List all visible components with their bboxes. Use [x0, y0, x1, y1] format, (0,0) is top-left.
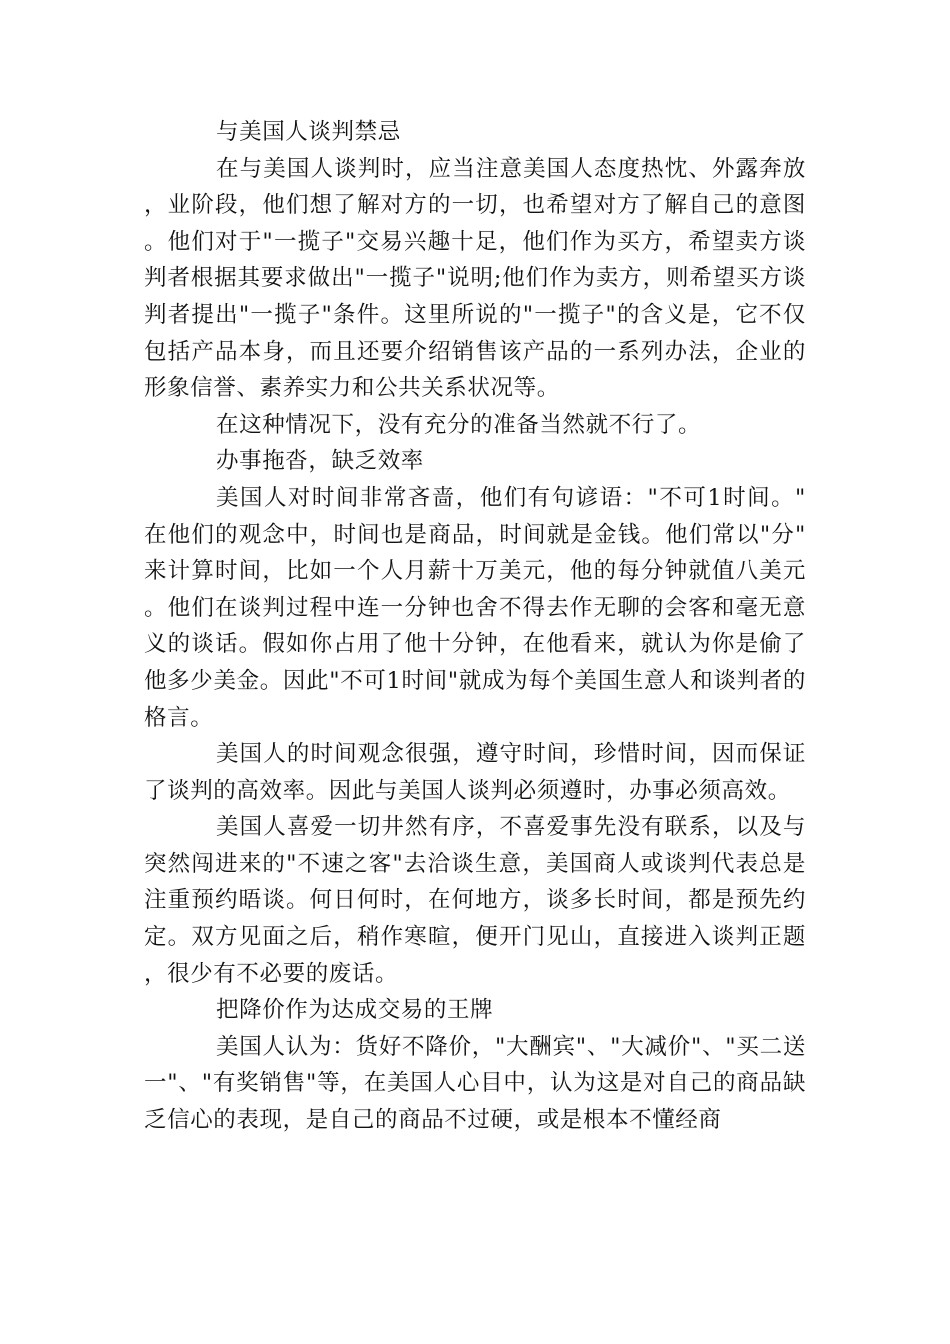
document-body — [144, 114, 806, 1139]
paragraph: 在这种情况下，没有充分的准备当然就不行了。 — [216, 411, 702, 438]
paragraph: 美国人对时间非常吝啬，他们有句谚语："不可1时间。"在他们的观念中，时间也是商品，时间就是金钱。他们常以"分"来计算时间，比如一个人月薪十万美元，他的每分钟就值八美元。他们在谈判过程中连一分钟也舍不得去作无聊的会客和毫无意义的谈话。假如你占用了他十分钟，在他看来，就认为你是偷了他多少美金。因此"不可1时间"就成为每个美国生意人和谈判者的格言。 — [144, 484, 806, 731]
paragraph: 在与美国人谈判时，应当注意美国人态度热忱、外露奔放，业阶段，他们想了解对方的一切，也希望对方了解自己的意图。他们对于"一揽子"交易兴趣十足，他们作为买方，希望卖方谈判者根据其要求做出"一揽子"说明;他们作为卖方，则希望买方谈判者提出"一揽子"条件。这里所说的"一揽子"的含义是，它不仅包括产品本身，而且还要介绍销售该产品的一系列办法，企业的形象信誉、素养实力和公共关系状况等。 — [144, 155, 806, 402]
paragraph: 美国人喜爱一切井然有序，不喜爱事先没有联系，以及与突然闯进来的"不速之客"去洽谈生意，美国商人或谈判代表总是注重预约晤谈。何日何时，在何地方，谈多长时间，都是预先约定。双方见面之后，稍作寒暄，便开门见山，直接进入谈判正题，很少有不必要的废话。 — [144, 814, 806, 987]
paragraph: 美国人的时间观念很强，遵守时间，珍惜时间，因而保证了谈判的高效率。因此与美国人谈判必须遵时，办事必须高效。 — [144, 741, 806, 804]
section-heading: 与美国人谈判禁忌 — [216, 119, 401, 145]
section-heading: 办事拖沓，缺乏效率 — [216, 448, 424, 475]
section-heading: 把降价作为达成交易的王牌 — [216, 997, 494, 1024]
paragraph: 美国人认为：货好不降价，"大酬宾"、"大减价"、"买二送一"、"有奖销售"等，在美国人心目中，认为这是对自己的商品缺乏信心的表现，是自己的商品不过硬，或是根本不懂经商 — [144, 1033, 806, 1134]
